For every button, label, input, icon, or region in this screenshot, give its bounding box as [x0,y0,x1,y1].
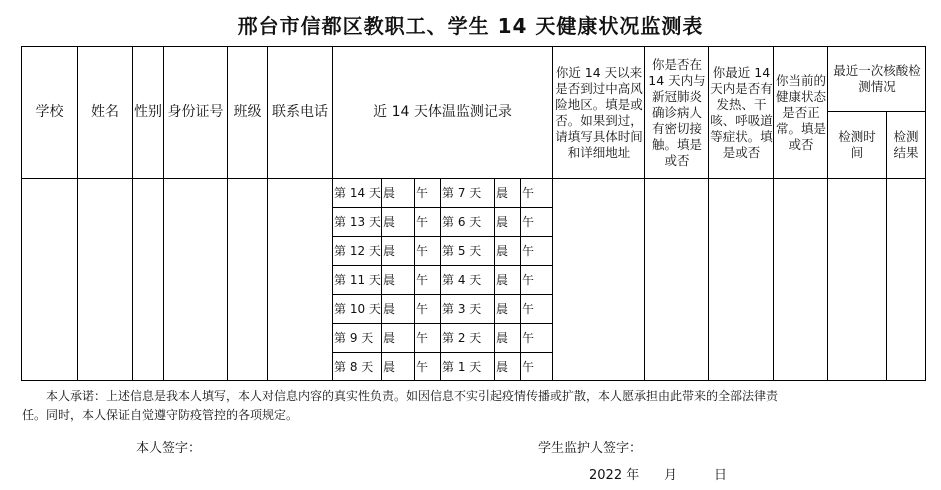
header-temperature-record: 近 14 天体温监测记录 [373,104,512,120]
morning-label: 晨 [383,243,396,258]
afternoon-label: 午 [522,301,535,316]
afternoon-label: 午 [522,185,535,200]
afternoon-label: 午 [416,330,429,345]
morning-label: 晨 [496,243,509,258]
day-label-right: 第 2 天 [442,330,482,345]
header-nucleic-test: 最近一次核酸检测情况 [833,63,921,94]
day-label-left: 第 13 天 [334,214,381,229]
afternoon-label: 午 [522,359,535,374]
morning-label: 晨 [496,330,509,345]
morning-label: 晨 [383,272,396,287]
afternoon-label: 午 [416,359,429,374]
day-label-right: 第 7 天 [442,185,482,200]
header-health-status: 你当前的健康状态是否正常。填是或否 [775,72,826,152]
header-id-number: 身份证号 [167,104,224,120]
morning-label: 晨 [496,214,509,229]
header-name: 姓名 [91,104,119,120]
pledge-line-2: 任。同时，本人保证自觉遵守防疫管控的各项规定。 [22,408,299,422]
afternoon-label: 午 [522,214,535,229]
header-high-risk-area: 你近 14 天以来是否到过中高风险地区。填是或否。如果到过，请填写具体时间和详细地址 [555,64,643,160]
afternoon-label: 午 [522,243,535,258]
afternoon-label: 午 [416,301,429,316]
morning-label: 晨 [383,214,396,229]
header-test-time: 检测时间 [838,129,876,160]
afternoon-label: 午 [416,243,429,258]
col-line [644,46,645,381]
header-symptoms: 你最近 14 天内是否有发热、干咳、呼吸道等症状。填是或否 [710,64,773,160]
self-signature-label: 本人签字： [136,441,202,456]
page-title: 邢台市信都区教职工、学生 14 天健康状况监测表 [237,14,704,38]
col-line [708,46,709,381]
day-label-left: 第 12 天 [334,243,381,258]
header-school: 学校 [35,104,64,120]
date-year: 2022 年 [589,468,640,483]
header-phone: 联系电话 [272,104,328,120]
col-line [552,46,553,381]
morning-label: 晨 [496,301,509,316]
header-class: 班级 [233,104,262,120]
day-label-right: 第 5 天 [442,243,482,258]
date-month: 月 [664,468,678,483]
table-border-right [925,46,926,381]
header-gender: 性别 [134,104,162,120]
guardian-signature-label: 学生监护人签字： [538,441,643,456]
day-label-right: 第 3 天 [442,301,482,316]
date-day: 日 [714,468,728,483]
day-label-right: 第 4 天 [442,272,482,287]
morning-label: 晨 [496,185,509,200]
header-close-contact: 你是否在 14 天内与新冠肺炎确诊病人有密切接触。填是或否 [648,56,706,168]
header-test-result: 检测结果 [893,129,919,160]
day-label-left: 第 14 天 [334,185,381,200]
morning-label: 晨 [496,359,509,374]
day-label-left: 第 11 天 [334,272,381,287]
morning-label: 晨 [496,272,509,287]
day-label-left: 第 10 天 [334,301,381,316]
day-label-right: 第 1 天 [442,359,482,374]
morning-label: 晨 [383,330,396,345]
day-label-left: 第 9 天 [334,330,374,345]
nucleic-col-line [886,111,887,381]
afternoon-label: 午 [522,330,535,345]
morning-label: 晨 [383,359,396,374]
afternoon-label: 午 [416,272,429,287]
morning-label: 晨 [383,185,396,200]
pledge-line-1: 本人承诺：上述信息是我本人填写，本人对信息内容的真实性负责。如因信息不实引起疫情传播或扩散，本人愿承担由此带来的全部法律责 [46,389,779,403]
morning-label: 晨 [383,301,396,316]
day-label-left: 第 8 天 [334,359,374,374]
col-line [827,46,828,381]
col-line [773,46,774,381]
afternoon-label: 午 [522,272,535,287]
day-label-right: 第 6 天 [442,214,482,229]
afternoon-label: 午 [416,185,429,200]
afternoon-label: 午 [416,214,429,229]
